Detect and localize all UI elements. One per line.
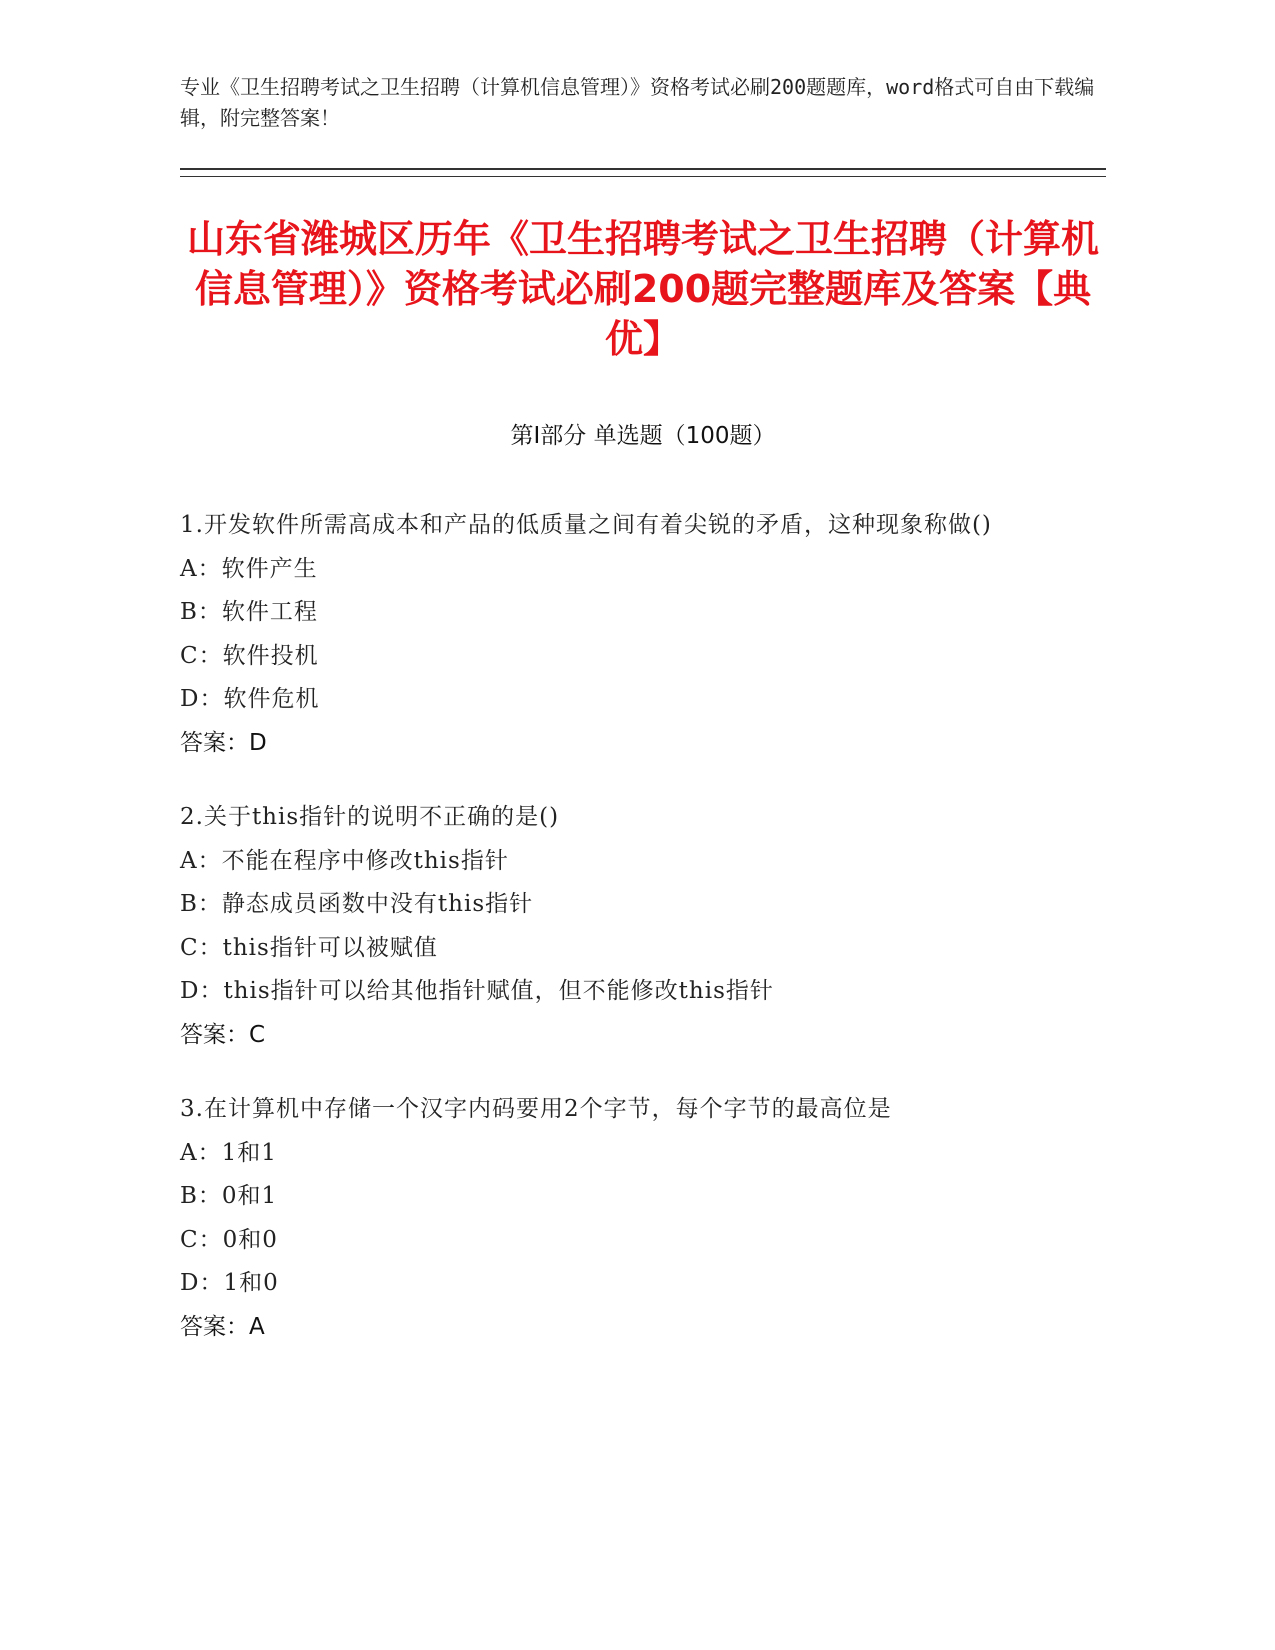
question-1	[180, 504, 1060, 765]
answer: 答案：A	[180, 1313, 265, 1340]
option-a: A：不能在程序中修改this指针	[180, 847, 509, 874]
option-a: A：软件产生	[180, 555, 318, 582]
question-list	[180, 504, 1060, 1380]
option-d: D：1和0	[180, 1270, 279, 1296]
section-heading: 第I部分 单选题（100题）	[510, 423, 776, 449]
header-divider-thin	[180, 176, 1106, 177]
question-stem: 1.开发软件所需高成本和产品的低质量之间有着尖锐的矛盾，这种现象称做()	[180, 512, 992, 538]
option-a: A：1和1	[180, 1139, 277, 1166]
header-divider-thick	[180, 168, 1106, 170]
option-b: B：软件工程	[180, 599, 318, 625]
option-c: C：软件投机	[180, 642, 319, 669]
option-d: D：软件危机	[180, 686, 320, 712]
option-d: D：this指针可以给其他指针赋值，但不能修改this指针	[180, 978, 774, 1004]
document-title: 山东省潍城区历年《卫生招聘考试之卫生招聘（计算机信息管理）》资格考试必刷200题完整题库及答案【典优】	[186, 217, 1099, 361]
question-stem: 3.在计算机中存储一个汉字内码要用2个字节，每个字节的最高位是	[180, 1096, 892, 1122]
question-2	[180, 796, 1060, 1057]
option-c: C：this指针可以被赋值	[180, 934, 438, 961]
answer: 答案：D	[180, 729, 267, 756]
option-b: B：0和1	[180, 1183, 278, 1209]
answer: 答案：C	[180, 1021, 266, 1048]
question-3	[180, 1088, 1060, 1349]
option-c: C：0和0	[180, 1226, 278, 1253]
question-stem: 2.关于this指针的说明不正确的是()	[180, 804, 560, 830]
option-b: B：静态成员函数中没有this指针	[180, 891, 534, 917]
header-note: 专业《卫生招聘考试之卫生招聘（计算机信息管理）》资格考试必刷200题题库，word格式可自由下载编辑，附完整答案！	[180, 75, 1095, 130]
